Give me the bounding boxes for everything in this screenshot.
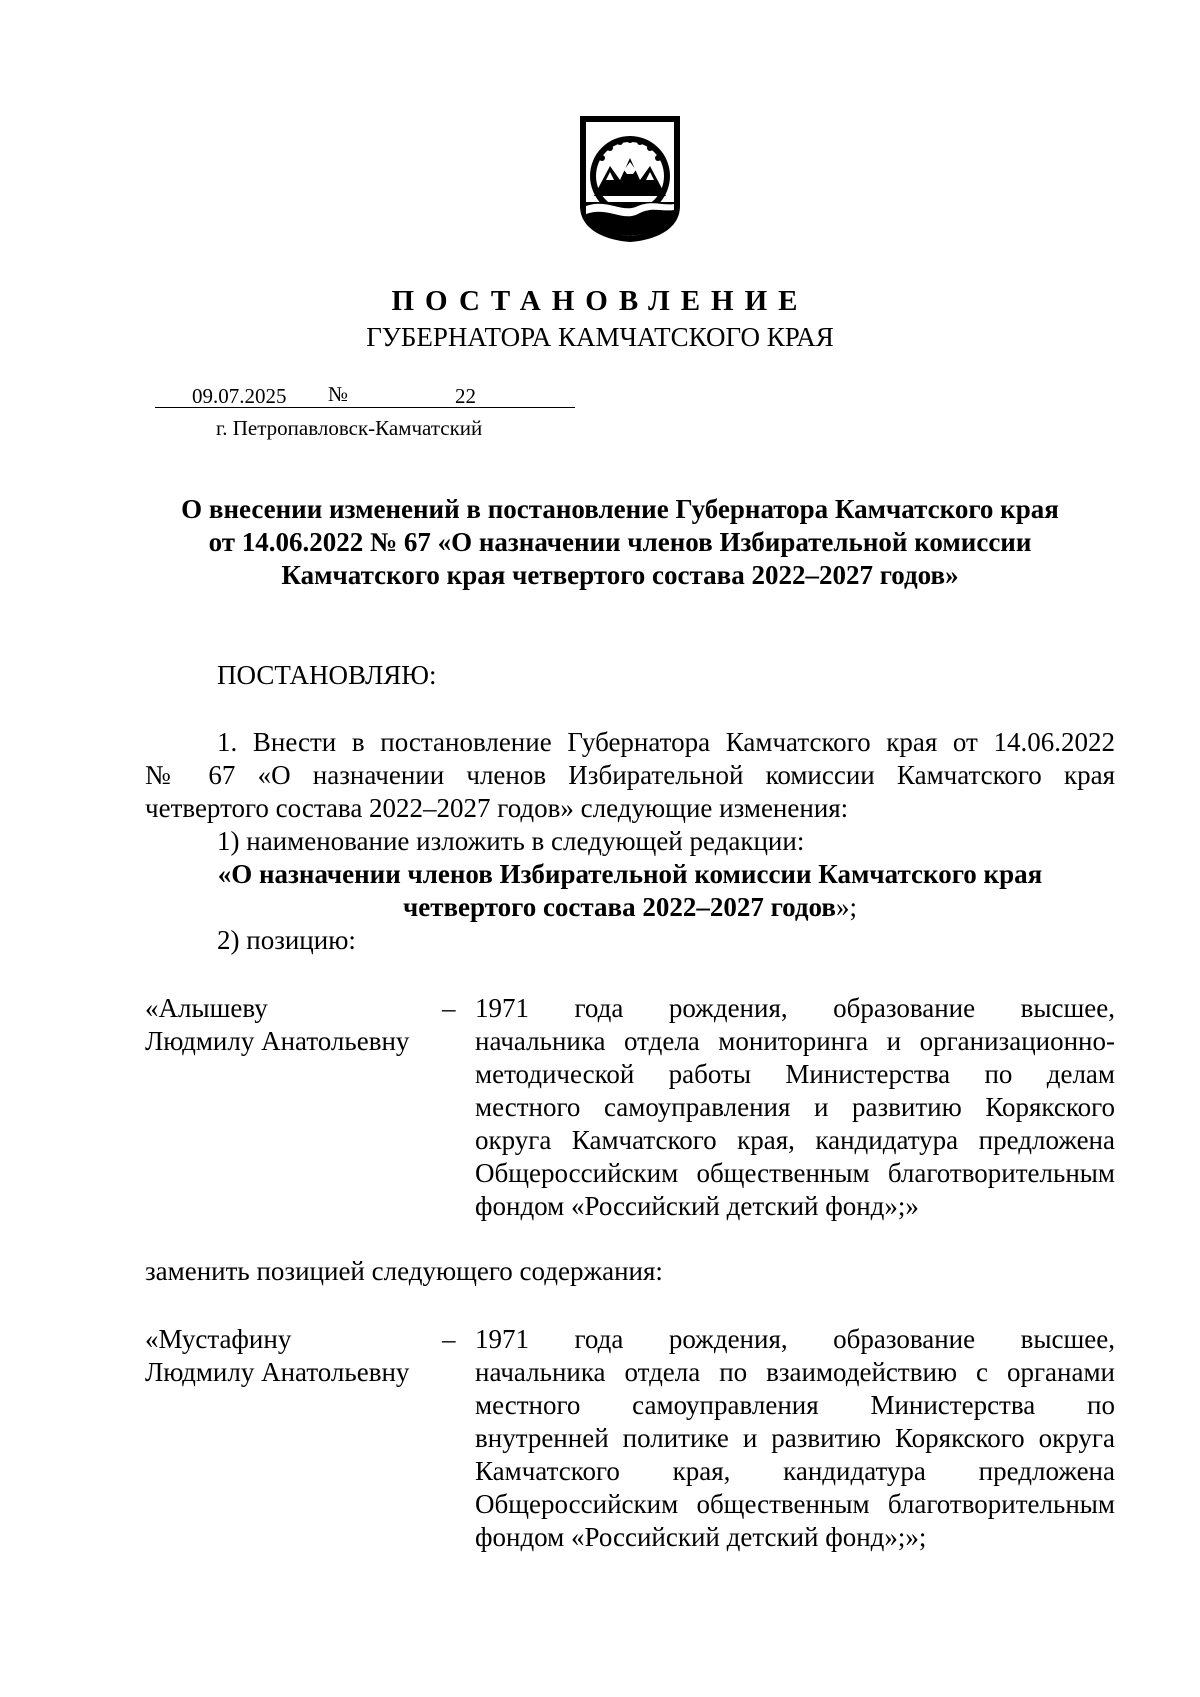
description-line: Общероссийским общественным благотворительным: [475, 1158, 1115, 1188]
entry-dash: –: [442, 1324, 456, 1354]
person-description: [475, 992, 1115, 1223]
person-name: [145, 1323, 445, 1389]
description-line: внутренней политике и развитию Корякского округа: [475, 1423, 1115, 1453]
description-line: начальника отдела по взаимодействию с органами: [475, 1357, 1115, 1387]
description-line: методической работы Министерства по делам: [475, 1059, 1115, 1089]
heading-line: Камчатского края четвертого состава 2022–2027 годов»: [281, 560, 959, 590]
person-surname: «Мустафину: [145, 1324, 292, 1354]
person-surname: «Алышеву: [145, 993, 268, 1023]
description-line: начальника отдела мониторинга и организационно-: [475, 1026, 1115, 1056]
quoted-title-tail: »;: [835, 892, 857, 922]
quoted-title-line-1: «О назначении членов Избирательной комиссии Камчатского края: [217, 859, 1043, 889]
person-given-names: Людмилу Анатольевну: [145, 1026, 410, 1056]
description-line: местного самоуправления Министерства по: [475, 1390, 1115, 1420]
paragraph-1-line-2: № 67 «О назначении членов Избирательной комиссии Камчатского края: [145, 760, 1115, 790]
description-line: Общероссийским общественным благотворительным: [475, 1489, 1115, 1519]
replace-instruction: заменить позицией следующего содержания:: [145, 1256, 663, 1286]
document-city: г. Петропавловск-Камчатский: [216, 416, 483, 440]
document-number: 22: [455, 384, 476, 408]
paragraph-1-line-1: 1. Внести в постановление Губернатора Камчатского края от 14.06.2022: [217, 727, 1115, 757]
description-line: 1971 года рождения, образование высшее,: [475, 1324, 1115, 1354]
description-line: местного самоуправления и развитию Корякского: [475, 1092, 1115, 1122]
document-type-title: ПОСТАНОВЛЕНИЕ: [391, 285, 809, 317]
item-1-text: 1) наименование изложить в следующей редакции:: [217, 826, 805, 856]
coat-of-arms-emblem: [578, 114, 682, 244]
decree-word: ПОСТАНОВЛЯЮ:: [217, 660, 437, 690]
heading-line: от 14.06.2022 № 67 «О назначении членов Избирательной комиссии: [208, 527, 1032, 557]
person-name: [145, 992, 445, 1058]
entry-dash: –: [442, 993, 456, 1023]
paragraph-1-line-3: четвертого состава 2022–2027 годов» следующие изменения:: [145, 793, 849, 823]
document-date: 09.07.2025: [192, 384, 287, 408]
quoted-title-line-2: [145, 891, 1115, 924]
description-line: 1971 года рождения, образование высшее,: [475, 993, 1115, 1023]
description-line: фондом «Российский детский фонд»;»;: [475, 1522, 927, 1552]
quoted-title-bold: четвертого состава 2022–2027 годов: [403, 892, 836, 922]
document-heading: [145, 493, 1095, 592]
item-2-text: 2) позицию:: [217, 925, 356, 955]
description-line: фондом «Российский детский фонд»;»: [475, 1191, 919, 1221]
heading-line: О внесении изменений в постановление Губернатора Камчатского края: [181, 494, 1059, 524]
description-line: Камчатского края, кандидатура предложена: [475, 1456, 1115, 1486]
person-given-names: Людмилу Анатольевну: [145, 1357, 410, 1387]
person-description: [475, 1323, 1115, 1554]
number-sign: №: [328, 382, 349, 406]
description-line: округа Камчатского края, кандидатура предложена: [475, 1125, 1115, 1155]
issuer-subtitle: ГУБЕРНАТОРА КАМЧАТСКОГО КРАЯ: [366, 322, 834, 352]
